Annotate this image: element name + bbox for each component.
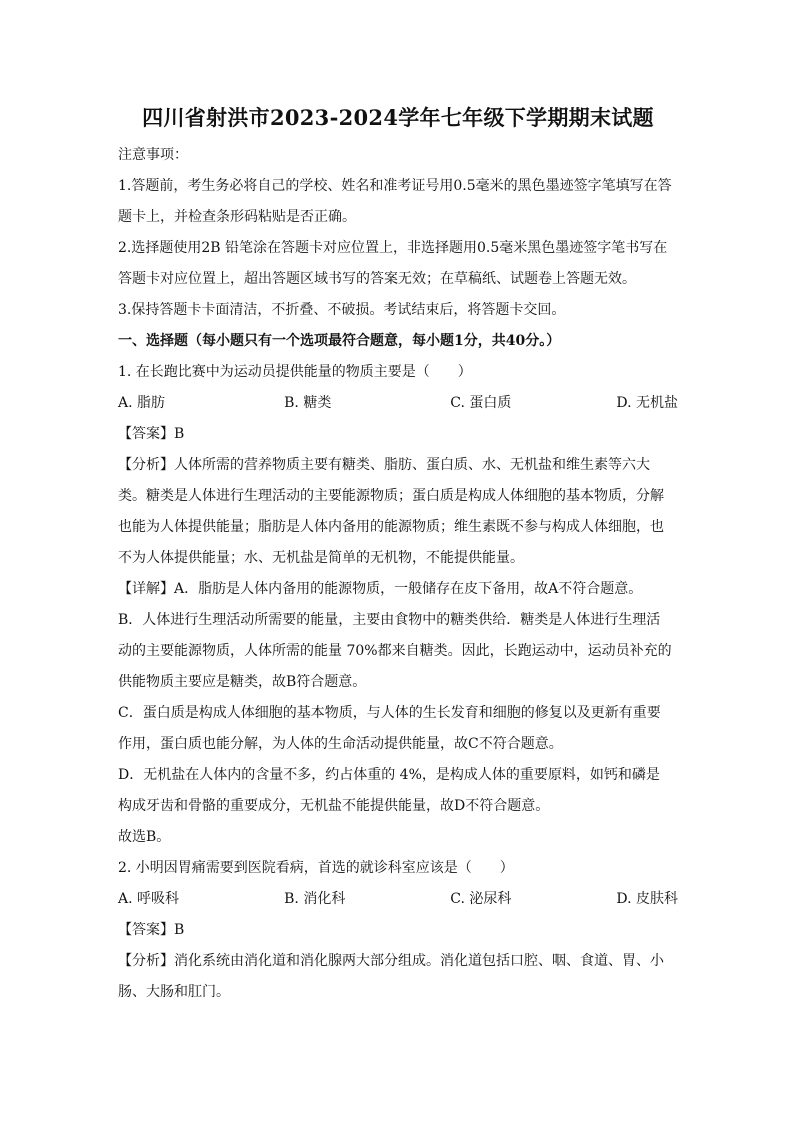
detail-line: 供能物质主要应是糖类，故B符合题意。 [118,674,367,690]
notice-line: 题卡上，并检查条形码粘贴是否正确。 [118,209,356,225]
option-a: A. 脂肪 [118,395,166,411]
question-text: 2. 小明因胃痛需要到医院看病，首选的就诊科室应该是（ ） [118,860,514,876]
notice-line: 1.答题前，考生务必将自己的学校、姓名和准考证号用0.5毫米的黑色墨迹签字笔填写在答 [118,178,672,194]
notice-line: 2.选择题使用2B 铅笔涂在答题卡对应位置上，非选择题用0.5毫米黑色墨迹签字笔书写在 [118,240,668,256]
option-c: C. 蛋白质 [450,395,512,411]
detail-line: 构成牙齿和骨骼的重要成分，无机盐不能提供能量，故D不符合题意。 [118,798,550,814]
detail-line: 作用，蛋白质也能分解，为人体的生命活动提供能量，故C不符合题意。 [118,736,563,752]
detail-line: 【详解】A．脂肪是人体内备用的能源物质，一般储存在皮下备用，故A不符合题意。 [118,581,643,597]
question-text: 1. 在长跑比赛中为运动员提供能量的物质主要是（ ） [118,364,472,380]
notice-line: 答题卡对应位置上，超出答题区域书写的答案无效；在草稿纸、试题卷上答题无效。 [118,271,636,287]
analysis-line: 【分析】消化系统由消化道和消化腺两大部分组成。消化道包括口腔、咽、食道、胃、小 [118,953,664,969]
notice-block [118,140,678,326]
detail-line: B．人体进行生理活动所需要的能量，主要由食物中的糖类供给．糖类是人体进行生理活 [118,612,661,628]
question-2 [118,853,678,1008]
notice-line: 3.保持答题卡卡面清洁，不折叠、不破损。考试结束后，将答题卡交回。 [118,302,566,318]
detail-line: D．无机盐在人体内的含量不多，约占体重的 4%，是构成人体的重要原料，如钙和磷是 [118,767,660,783]
answer: 【答案】B [118,426,185,442]
option-b: B. 消化科 [284,891,346,907]
option-b: B. 糖类 [284,395,332,411]
options-row [118,884,678,915]
section-heading: 一、选择题（每小题只有一个选项最符合题意，每小题1分，共40分。） [118,333,561,349]
answer: 【答案】B [118,922,185,938]
analysis-line: 不为人体提供能量；水、无机盐是简单的无机物，不能提供能量。 [118,550,524,566]
document-page [118,100,678,1008]
detail-line: C．蛋白质是构成人体细胞的基本物质，与人体的生长发育和细胞的修复以及更新有重要 [118,705,661,721]
option-c: C. 泌尿科 [450,891,512,907]
option-d: D. 无机盐 [616,395,679,411]
question-1 [118,357,678,853]
detail-line: 动的主要能源物质，人体所需的能量 70%都来自糖类。因此，长跑运动中，运动员补充的 [118,643,672,659]
options-row [118,388,678,419]
analysis-line: 【分析】人体所需的营养物质主要有糖类、脂肪、蛋白质、水、无机盐和维生素等六大 [118,457,650,473]
page-title: 四川省射洪市2023-2024学年七年级下学期期末试题 [142,105,654,130]
option-d: D. 皮肤科 [616,891,679,907]
analysis-line: 肠、大肠和肛门。 [118,984,230,1000]
analysis-line: 类。糖类是人体进行生理活动的主要能源物质；蛋白质是构成人体细胞的基本物质，分解 [118,488,664,504]
analysis-line: 也能为人体提供能量；脂肪是人体内备用的能源物质；维生素既不参与构成人体细胞，也 [118,519,664,535]
detail-line: 故选B。 [118,829,171,845]
notice-heading: 注意事项： [118,147,188,163]
option-a: A. 呼吸科 [118,891,180,907]
